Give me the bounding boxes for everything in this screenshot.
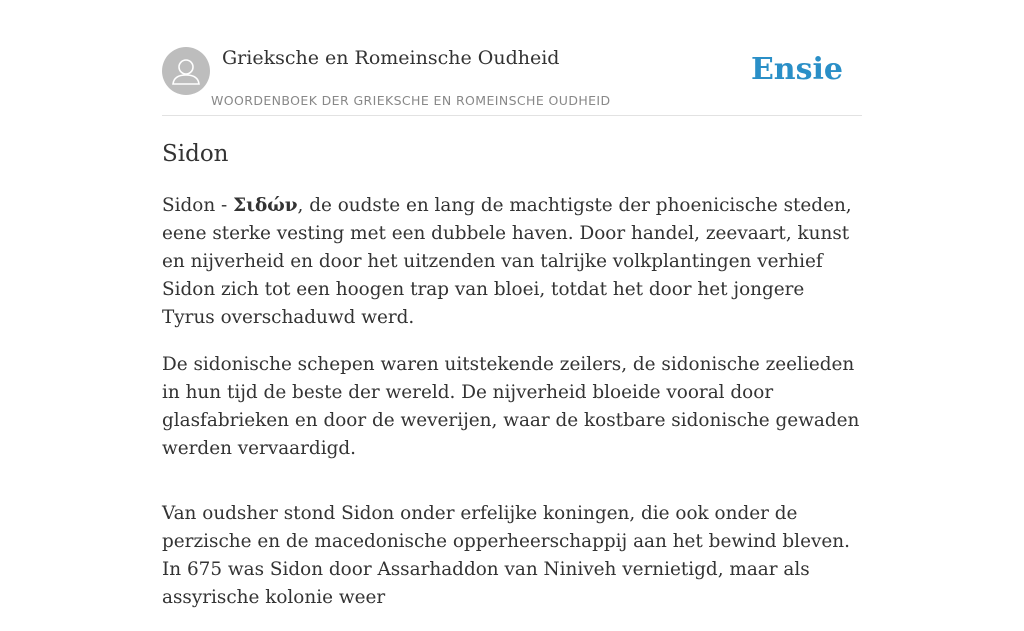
paragraph-spacer — [162, 482, 862, 500]
entry-paragraph-1-text: , de oudste en lang de machtigste der phoenicische steden, eene sterke vesting met een dubbele haven. Door handel, zeevaart, kunst en nijverheid en door het uitzenden van talrijke volkplantingen verhief Sidon zich tot een hoogen trap van bloei, totdat het door het jongere Tyrus overschaduwd werd. — [162, 195, 852, 328]
greek-term: Σιδών — [233, 195, 298, 216]
dictionary-title[interactable]: Grieksche en Romeinsche Oudheid — [222, 47, 560, 69]
dictionary-subtitle: WOORDENBOEK DER GRIEKSCHE EN ROMEINSCHE OUDHEID — [211, 93, 611, 108]
entry-term-prefix: Sidon - — [162, 195, 234, 216]
page-container — [162, 0, 862, 608]
avatar[interactable] — [162, 47, 210, 95]
entry-paragraph-2: De sidonische schepen waren uitstekende zeilers, de sidonische zeelieden in hun tijd de beste der wereld. De nijverheid bloeide vooral door glasfabrieken en door de weverijen, waar de kostbare sidonische gewaden werden vervaardigd. — [162, 354, 860, 459]
header-divider — [162, 115, 862, 116]
entry-title: Sidon — [162, 141, 229, 167]
entry-body — [162, 192, 862, 631]
ensie-logo-link[interactable]: Ensie — [750, 52, 843, 87]
entry-paragraph-3: Van oudsher stond Sidon onder erfelijke koningen, die ook onder de perzische en de macedonische opperheerschappij aan het bewind bleven. In 675 was Sidon door Assarhaddon van Niniveh vernietigd, maar als assyrische kolonie weer — [162, 503, 850, 608]
user-icon — [162, 47, 210, 95]
entry-paragraph-1 — [162, 192, 862, 332]
